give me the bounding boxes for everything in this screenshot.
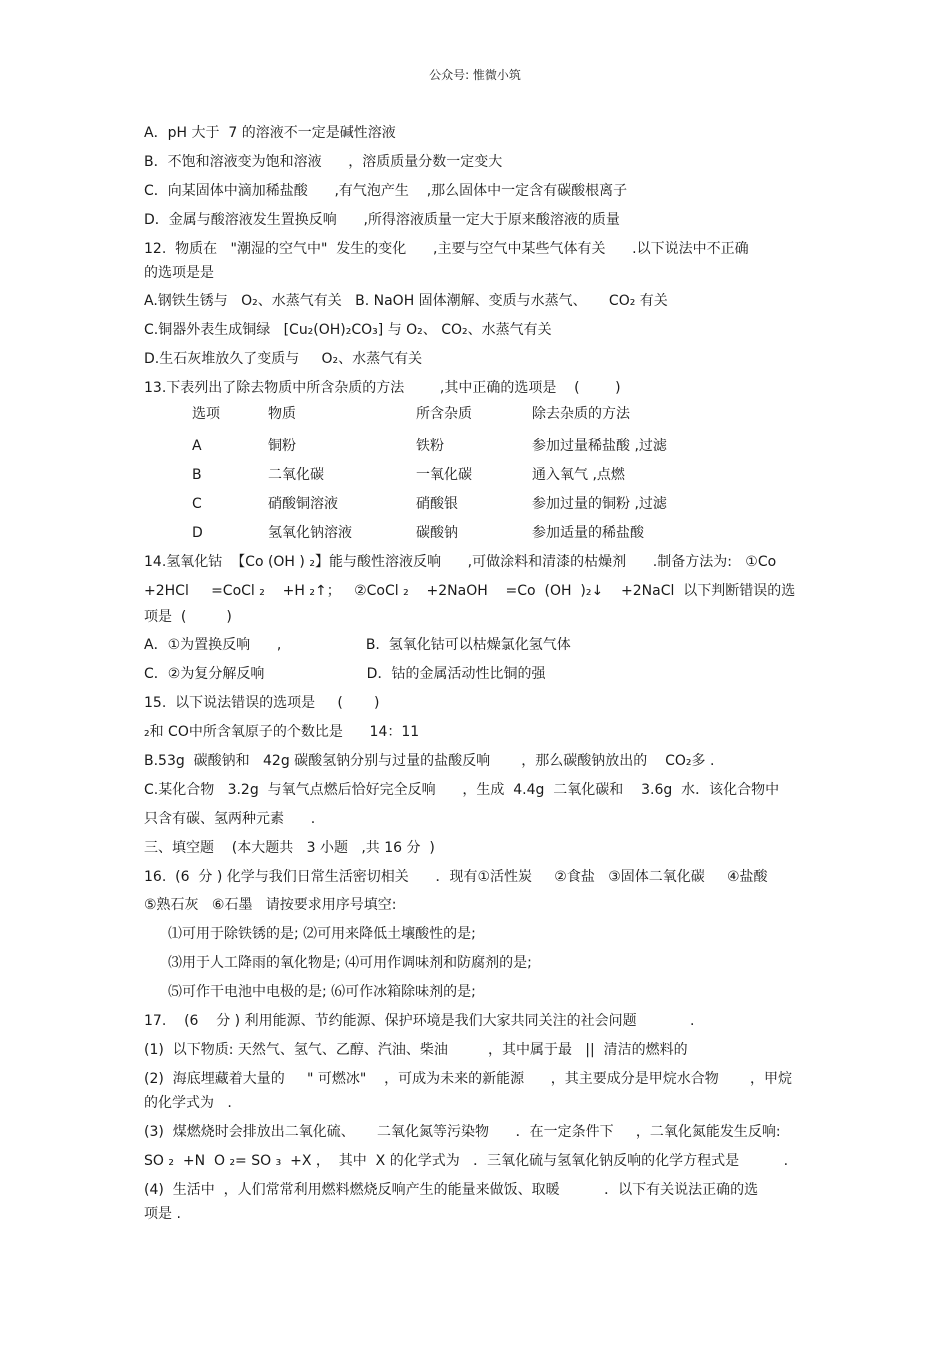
table-cell: D [192,524,203,541]
table-cell: 铜粉 [268,438,296,455]
table-cell: B [192,467,202,484]
table-header-cell: 除去杂质的方法 [532,406,630,423]
text-line: 的化学式为 . [144,1094,232,1111]
table-cell: A [192,438,202,455]
text-line: (3) 煤燃烧时会排放出二氧化硫、 二氧化氮等污染物 ．在一定条件下 ，二氧化氮能发生反响: [144,1123,781,1140]
text-line: C．向某固体中滴加稀盐酸 ,有气泡产生 ,那么固体中一定含有碳酸根离子 [144,182,628,199]
page-header: 公众号: 惟微小筑 [429,68,521,82]
table-cell: 参加适量的稀盐酸 [532,524,644,541]
table-cell: 通入氧气 ,点燃 [532,467,625,484]
text-line: C.某化合物 3.2g 与氧气点燃后恰好完全反响 ，生成 4.4g 二氧化碳和 3.6g 水．该化合物中 [144,781,780,798]
text-line: (1) 以下物质: 天然气、氢气、乙醇、汽油、柴油 ，其中属于最 || 清洁的燃料的 [144,1041,688,1058]
table-cell: C [192,495,202,512]
table-row [192,522,824,551]
table-row [192,464,824,493]
table-cell: 二氧化碳 [268,467,324,484]
sub-question: ⑴可用于除铁锈的是; ⑵可用来降低土壤酸性的是; [168,926,476,943]
table-cell: 参加过量的铜粉 ,过滤 [532,495,667,512]
text-line: SO ₂ +N O ₂= SO ₃ +X ， 其中 X 的化学式为 ．三氧化硫与氢氧化钠反响的化学方程式是 . [144,1152,789,1169]
text-line: +2HCl =CoCl ₂ +H ₂↑； ②CoCl ₂ +2NaOH =Co (OH )₂↓ +2NaCl 以下判断错误的选 [144,582,796,599]
question-13: 13.下表列出了除去物质中所含杂质的方法 ,其中正确的选项是 ( ) [144,380,621,397]
table-row [192,435,824,464]
sub-question: ⑸可作干电池中电极的是; ⑹可作冰箱除味剂的是; [168,984,476,1001]
table-cell: 硝酸铜溶液 [268,495,338,512]
text-line: (4) 生活中 ，人们常常利用燃料燃烧反响产生的能量来做饭、取暖 ．以下有关说法正确的选 [144,1181,759,1198]
table-cell: 硝酸银 [416,495,458,512]
table-header-cell: 选项 [192,406,220,423]
text-line: (2) 海底埋藏着大量的 " 可燃冰" ，可成为未来的新能源 ，其主要成分是甲烷水合物 ，甲烷 [144,1070,792,1087]
option-a: A.钢铁生锈与 O₂、水蒸气有关 B. NaOH 固体潮解、变质与水蒸气、 CO₂ 有关 [144,293,668,310]
question-14: 14.氢氧化钴 【Co (OH ) ₂】能与酸性溶液反响 ,可做涂料和清漆的枯燥剂 .制备方法为: ①Co [144,553,777,570]
text-line: A．①为置换反响 , B. 氢氧化钴可以枯燥氯化氢气体 [144,637,571,654]
section-heading: 三、填空题 (本大题共 3 小题 ,共 16 分 ) [144,839,435,856]
table-cell: 参加过量稀盐酸 ,过滤 [532,438,667,455]
question-17: 17. (6 分 ) 利用能源、节约能源、保护环境是我们大家共同关注的社会问题 . [144,1013,695,1030]
table-cell: 氢氧化钠溶液 [268,524,352,541]
text-line: B.53g 碳酸钠和 42g 碳酸氢钠分别与过量的盐酸反响 ，那么碳酸钠放出的 CO₂多 . [144,753,715,770]
text-line: ₂和 CO中所含氧原子的个数比是 14：11 [144,724,420,741]
question-12: 12. 物质在 "潮湿的空气中" 发生的变化 ,主要与空气中某些气体有关 .以下说法中不正确 [144,240,749,257]
document-body [144,122,824,1231]
impurity-table [192,403,824,551]
text-line: A．pH 大于 7 的溶液不一定是碱性溶液 [144,125,396,141]
option-c: C.铜器外表生成铜绿 [Cu₂(OH)₂CO₃] 与 O₂、 CO₂、水蒸气有关 [144,322,552,339]
table-cell: 碳酸钠 [416,524,458,541]
text-line: C．②为复分解反响 D．钴的金属活动性比铜的强 [144,666,546,683]
text-line: ⑤熟石灰 ⑥石墨 请按要求用序号填空: [144,897,397,914]
text-line: D．金属与酸溶液发生置换反响 ,所得溶液质量一定大于原来酸溶液的质量 [144,211,620,228]
text-line: B．不饱和溶液变为饱和溶液 ，溶质质量分数一定变大 [144,153,503,170]
text-line: 的选项是是 [144,264,214,281]
question-15: 15. 以下说法错误的选项是 ( ) [144,695,380,712]
text-line: 项是 ( ) [144,608,232,625]
question-16: 16. (6 分 ) 化学与我们日常生活密切相关 ．现有①活性炭 ②食盐 ③固体二氧化碳 ④盐酸 [144,868,768,885]
sub-question: ⑶用于人工降雨的氧化物是; ⑷可用作调味剂和防腐剂的是; [168,955,532,972]
table-cell: 铁粉 [416,438,444,455]
text-line: 只含有碳、氢两种元素 . [144,810,316,827]
option-d: D.生石灰堆放久了变质与 O₂、水蒸气有关 [144,351,423,368]
table-header-row [192,403,824,435]
table-header-cell: 物质 [268,406,296,423]
table-row [192,493,824,522]
table-cell: 一氧化碳 [416,467,472,484]
table-header-cell: 所含杂质 [416,406,472,423]
text-line: 项是 . [144,1205,181,1222]
